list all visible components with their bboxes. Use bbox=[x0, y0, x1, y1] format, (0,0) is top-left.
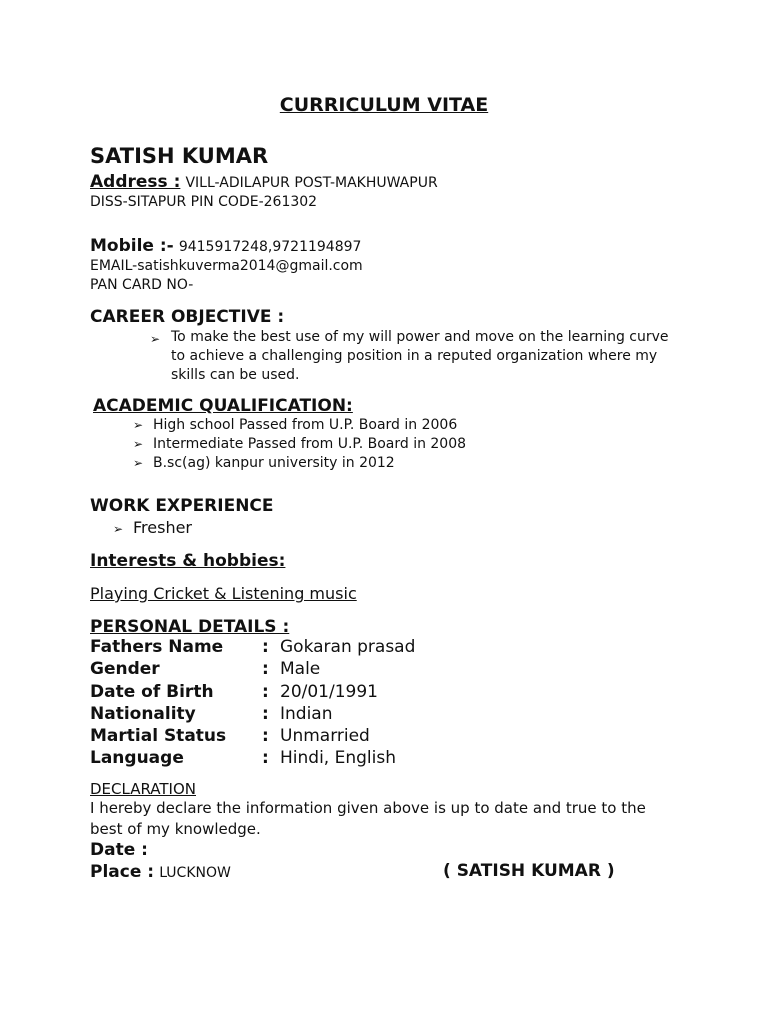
detail-value: 20/01/1991 bbox=[280, 682, 378, 702]
address-label: Address : bbox=[90, 172, 181, 192]
document-title: CURRICULUM VITAE bbox=[279, 94, 489, 116]
interests-text: Playing Cricket & Listening music bbox=[90, 584, 357, 603]
detail-label: Date of Birth bbox=[90, 682, 214, 702]
detail-colon: : bbox=[262, 726, 269, 746]
address-line-1 bbox=[90, 172, 438, 192]
place-value: LUCKNOW bbox=[159, 865, 231, 881]
mobile-line bbox=[90, 236, 361, 256]
candidate-name: SATISH KUMAR bbox=[90, 144, 269, 168]
detail-colon: : bbox=[262, 637, 269, 657]
declaration-text: I hereby declare the information given above is up to date and true to the best of my knowledge. bbox=[90, 799, 646, 838]
detail-value: Unmarried bbox=[280, 726, 370, 746]
detail-value: Indian bbox=[280, 704, 333, 724]
academic-item: ➢ High school Passed from U.P. Board in 2006 bbox=[133, 417, 458, 433]
detail-label: Martial Status bbox=[90, 726, 227, 746]
detail-colon: : bbox=[262, 659, 269, 679]
work-item: ➢ Fresher bbox=[113, 518, 193, 537]
academic-heading: ACADEMIC QUALIFICATION: bbox=[93, 396, 353, 416]
detail-label: Fathers Name bbox=[90, 637, 224, 657]
work-experience-heading: WORK EXPERIENCE bbox=[90, 496, 274, 516]
detail-value: Hindi, English bbox=[280, 748, 396, 768]
address-value-2: DISS-SITAPUR PIN CODE-261302 bbox=[90, 194, 318, 210]
arrow-bullet-icon: ➢ bbox=[133, 418, 144, 432]
declaration-heading: DECLARATION bbox=[90, 780, 196, 798]
detail-value: Male bbox=[280, 659, 321, 679]
arrow-bullet-icon: ➢ bbox=[113, 522, 124, 536]
pan-card-line: PAN CARD NO- bbox=[90, 277, 194, 293]
career-objective-heading: CAREER OBJECTIVE : bbox=[90, 307, 285, 327]
arrow-bullet-icon: ➢ bbox=[133, 437, 144, 451]
detail-value: Gokaran prasad bbox=[280, 637, 416, 657]
arrow-bullet-icon: ➢ bbox=[133, 456, 144, 470]
mobile-value: 9415917248,9721194897 bbox=[178, 239, 362, 255]
academic-item: ➢ B.sc(ag) kanpur university in 2012 bbox=[133, 455, 395, 471]
arrow-bullet-icon: ➢ bbox=[150, 332, 161, 346]
detail-colon: : bbox=[262, 748, 269, 768]
detail-label: Language bbox=[90, 748, 184, 768]
academic-item: ➢ Intermediate Passed from U.P. Board in 2008 bbox=[133, 436, 467, 452]
detail-label: Nationality bbox=[90, 704, 196, 724]
mobile-label: Mobile :- bbox=[90, 236, 174, 256]
place-line bbox=[90, 862, 231, 882]
detail-colon: : bbox=[262, 704, 269, 724]
detail-colon: : bbox=[262, 682, 269, 702]
signature-name: ( SATISH KUMAR ) bbox=[443, 861, 615, 881]
date-label: Date : bbox=[90, 840, 148, 860]
personal-details-heading: PERSONAL DETAILS : bbox=[90, 617, 290, 637]
place-label: Place : bbox=[90, 862, 155, 882]
career-objective-text: To make the best use of my will power and move on the learning curve to achieve a challenging position in a reputed organization where my skills can be used. bbox=[171, 329, 669, 383]
interests-heading: Interests & hobbies: bbox=[90, 551, 286, 571]
address-value-1: VILL-ADILAPUR POST-MAKHUWAPUR bbox=[185, 175, 438, 191]
detail-label: Gender bbox=[90, 659, 160, 679]
email-line: EMAIL-satishkuverma2014@gmail.com bbox=[90, 258, 363, 274]
